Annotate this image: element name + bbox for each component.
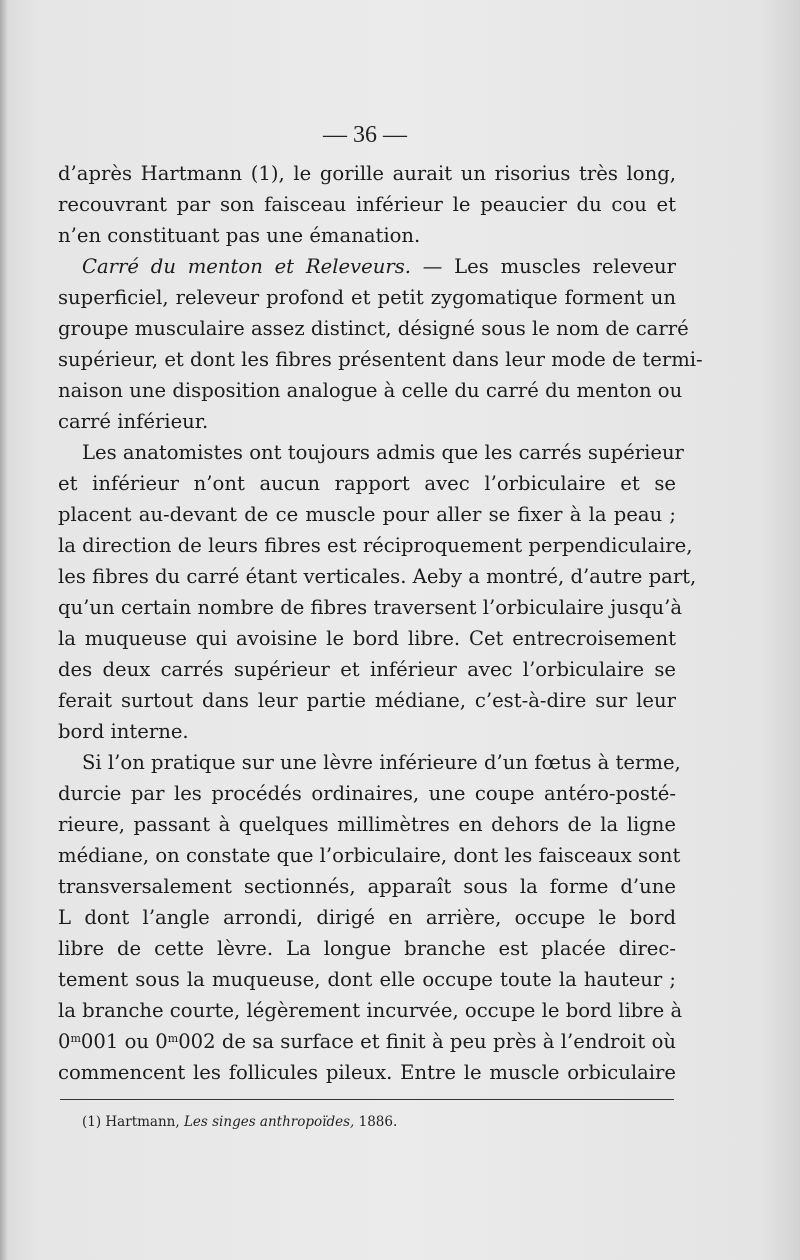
footnote-year: 1886.: [358, 1114, 398, 1130]
text-line: rieure, passant à quelques millimètres en dehors de la ligne: [58, 813, 676, 836]
text-line: groupe musculaire assez distinct, désigné sous le nom de carré: [58, 317, 689, 340]
text-line: Si l’on pratique sur une lèvre inférieure d’un fœtus à terme,: [82, 751, 681, 774]
footnote-marker: (1) Hartmann,: [82, 1114, 180, 1130]
section-heading-line: [58, 251, 676, 282]
text-line: d’après Hartmann (1), le gorille aurait un risorius très long,: [58, 162, 676, 185]
page-number: — 36 —: [323, 122, 407, 148]
measure-line: [58, 1026, 676, 1057]
footnote-title: Les singes anthropoïdes,: [183, 1114, 355, 1130]
footnote: [82, 1114, 397, 1130]
text-line: n’en constituant pas une émanation.: [58, 224, 421, 247]
section-heading: Carré du menton et Releveurs.: [82, 255, 411, 278]
text-fragment: 001 ou 0: [80, 1030, 168, 1053]
body-text: [58, 158, 703, 1088]
text-line: la branche courte, légèrement incurvée, occupe le bord libre à: [58, 999, 683, 1022]
text-line: des deux carrés supérieur et inférieur avec l’orbiculaire se: [58, 658, 676, 681]
text-fragment: 002 de sa surface et finit à peu près à l’endroit où: [178, 1030, 676, 1053]
text-fragment: — Les muscles releveur: [411, 255, 676, 278]
text-line: L dont l’angle arrondi, dirigé en arrière, occupe le bord: [58, 906, 676, 929]
text-line: médiane, on constate que l’orbiculaire, dont les faisceaux sont: [58, 844, 681, 867]
text-line: durcie par les procédés ordinaires, une coupe antéro-posté-: [58, 782, 676, 805]
footnote-rule: [60, 1099, 674, 1100]
unit-superscript: m: [70, 1032, 81, 1045]
text-line: libre de cette lèvre. La longue branche est placée direc-: [58, 937, 676, 960]
text-line: qu’un certain nombre de fibres traversent l’orbiculaire jusqu’à: [58, 596, 683, 619]
text-line: Les anatomistes ont toujours admis que les carrés supérieur: [82, 441, 684, 464]
text-line: placent au-devant de ce muscle pour aller se fixer à la peau ;: [58, 503, 676, 526]
unit-superscript: m: [167, 1032, 179, 1045]
text-line: la direction de leurs fibres est réciproquement perpendiculaire,: [58, 534, 693, 557]
text-line: bord interne.: [58, 720, 189, 743]
text-line: et inférieur n’ont aucun rapport avec l’orbiculaire et se: [58, 472, 676, 495]
text-line: transversalement sectionnés, apparaît sous la forme d’une: [58, 875, 676, 898]
text-line: recouvrant par son faisceau inférieur le peaucier du cou et: [58, 193, 676, 216]
text-line: superficiel, releveur profond et petit zygomatique forment un: [58, 286, 676, 309]
text-line: les fibres du carré étant verticales. Aeby a montré, d’autre part,: [58, 565, 697, 588]
text-line: tement sous la muqueuse, dont elle occupe toute la hauteur ;: [58, 968, 676, 991]
text-fragment: 0: [58, 1030, 71, 1053]
text-line: naison une disposition analogue à celle du carré du menton ou: [58, 379, 683, 402]
text-line: carré inférieur.: [58, 410, 209, 433]
text-line: ferait surtout dans leur partie médiane, c’est-à-dire sur leur: [58, 689, 676, 712]
text-line: la muqueuse qui avoisine le bord libre. Cet entrecroisement: [58, 627, 676, 650]
text-line: commencent les follicules pileux. Entre le muscle orbiculaire: [58, 1061, 676, 1084]
text-line: supérieur, et dont les fibres présentent dans leur mode de termi-: [58, 348, 703, 371]
